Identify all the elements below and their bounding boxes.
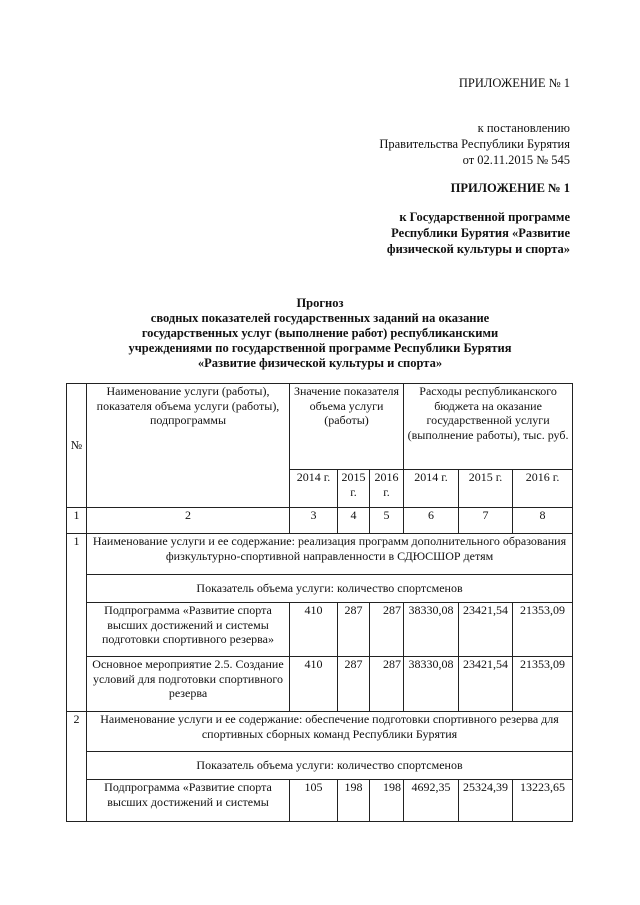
expense-2014: 38330,08 (404, 657, 459, 712)
resolution-line-1: к постановлению (477, 121, 570, 135)
indicator-row (67, 752, 573, 780)
expense-2015: 23421,54 (459, 603, 513, 657)
year-cell: 2016 г. (370, 470, 404, 508)
table-row (67, 780, 573, 822)
indicator-label: Показатель объема услуги: количество спортсменов (87, 575, 573, 603)
header-service-name: Наименование услуги (работы), показателя объема услуги (работы), подпрограммы (87, 384, 290, 508)
header-indicator-value: Значение показателя объема услуги (работы) (290, 384, 404, 470)
indicator-label: Показатель объема услуги: количество спортсменов (87, 752, 573, 780)
section-row (67, 712, 573, 752)
resolution-line-3: от 02.11.2015 № 545 (462, 153, 570, 167)
column-number: 3 (290, 508, 338, 534)
row-name: Подпрограмма «Развитие спорта высших достижений и системы (87, 780, 290, 822)
section-row (67, 534, 573, 575)
indicators-table (66, 383, 573, 822)
section-number: 2 (67, 712, 87, 822)
column-number: 6 (404, 508, 459, 534)
appendix-label: ПРИЛОЖЕНИЕ № 1 (458, 76, 570, 90)
section-title: Наименование услуги и ее содержание: обеспечение подготовки спортивного резерва для спортивных сборных команд Республики Бурятия (87, 712, 573, 752)
value-2015: 287 (338, 603, 370, 657)
value-2014: 105 (290, 780, 338, 822)
document-title: Прогноз сводных показателей государственных заданий на оказание государственных услуг (выполнение работ) республиканскими учреждениями по государственной программе Республики Бурятия «Развитие физической культуры и спорта» (128, 296, 512, 370)
header-expenses: Расходы республиканского бюджета на оказание государственной услуги (выполнение работы), тыс. руб. (404, 384, 573, 470)
year-cell: 2016 г. (513, 470, 573, 508)
value-2015: 287 (338, 657, 370, 712)
year-cell: 2015 г. (459, 470, 513, 508)
section-title: Наименование услуги и ее содержание: реализация программ дополнительного образования физкультурно-спортивной направленности в СДЮСШОР детям (87, 534, 573, 575)
column-number: 4 (338, 508, 370, 534)
row-name: Подпрограмма «Развитие спорта высших достижений и системы подготовки спортивного резерва» (87, 603, 290, 657)
column-number: 5 (370, 508, 404, 534)
expense-2015: 25324,39 (459, 780, 513, 822)
value-2014: 410 (290, 657, 338, 712)
column-number: 2 (87, 508, 290, 534)
year-cell: 2014 г. (404, 470, 459, 508)
program-line-2: Республики Бурятия «Развитие (391, 226, 570, 240)
header-number: № (67, 384, 87, 508)
expense-2014: 4692,35 (404, 780, 459, 822)
year-cell: 2014 г. (290, 470, 338, 508)
row-name: Основное мероприятие 2.5. Создание условий для подготовки спортивного резерва (87, 657, 290, 712)
section-number: 1 (67, 534, 87, 712)
value-2016: 287 (370, 657, 404, 712)
year-cell: 2015 г. (338, 470, 370, 508)
expense-2015: 23421,54 (459, 657, 513, 712)
column-number: 1 (67, 508, 87, 534)
resolution-line-2: Правительства Республики Бурятия (379, 137, 570, 151)
value-2015: 198 (338, 780, 370, 822)
indicator-row (67, 575, 573, 603)
column-number: 7 (459, 508, 513, 534)
program-line-1: к Государственной программе (399, 210, 570, 224)
table-row (67, 657, 573, 712)
expense-2016: 21353,09 (513, 657, 573, 712)
expense-2016: 13223,65 (513, 780, 573, 822)
expense-2016: 21353,09 (513, 603, 573, 657)
column-number: 8 (513, 508, 573, 534)
value-2016: 198 (370, 780, 404, 822)
column-number-row (67, 508, 573, 534)
table-row (67, 603, 573, 657)
expense-2014: 38330,08 (404, 603, 459, 657)
appendix-label-bold: ПРИЛОЖЕНИЕ № 1 (450, 181, 570, 195)
program-line-3: физической культуры и спорта» (386, 242, 570, 256)
table-header-row (67, 384, 573, 470)
value-2016: 287 (370, 603, 404, 657)
value-2014: 410 (290, 603, 338, 657)
